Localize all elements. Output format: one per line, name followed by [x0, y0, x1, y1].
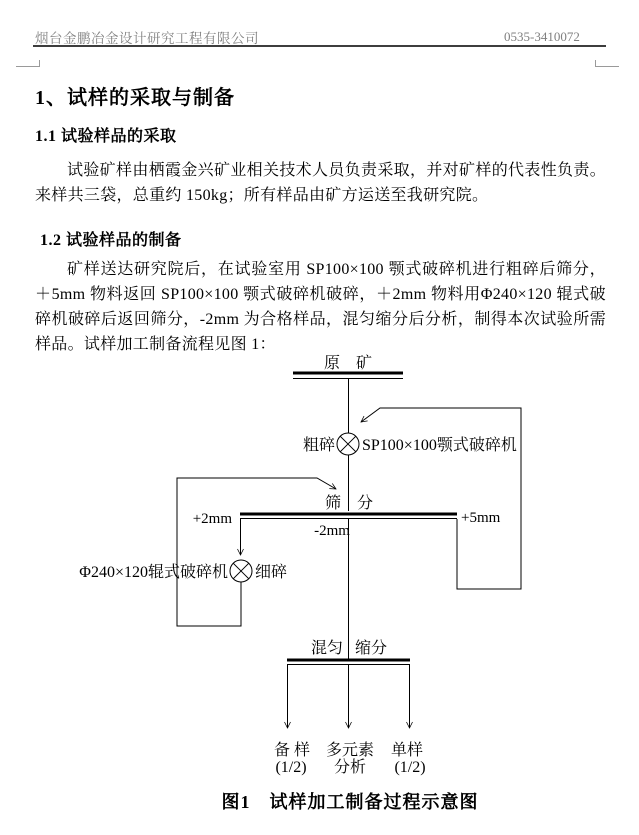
split-label: 缩分 [355, 640, 388, 657]
section-1-2-paragraph: 矿样送达研究院后，在试验室用 SP100×100 颚式破碎机进行粗碎后筛分，＋5mm 物料返回 SP100×100 颚式破碎机破碎，＋2mm 物料用Φ240×120 辊式破碎机破碎后返回筛分，-2mm 为合格样品，混匀缩分后分析，制得本次试验所需样品。试样加工制备流程见图 1： [35, 261, 606, 353]
section-1-1-paragraph: 试验矿样由栖霞金兴矿业相关技术人员负责采取，并对矿样的代表性负责。来样共三袋，总重约 150kg；所有样品由矿方运送至我研究院。 [35, 162, 606, 204]
header-company-name: 烟台金鹏冶金设计研究工程有限公司 [35, 31, 259, 46]
header-divider [33, 45, 606, 47]
oversize-2mm-label: +2mm [192, 511, 232, 527]
header-phone-number: 0535-3410072 [504, 29, 580, 44]
coarse-crush-label: 粗碎 [302, 437, 335, 454]
undersize-2mm-label: -2mm [314, 523, 350, 539]
figure-1-flowchart [0, 350, 639, 835]
output-multi-element-label: 多元素 [325, 742, 375, 759]
output-backup-sample-label: 备 样 [273, 742, 311, 759]
raw-ore-underline [293, 373, 403, 379]
fine-crush-label: 细碎 [255, 564, 288, 581]
mix-split-bar [287, 660, 410, 665]
right-margin-mark [595, 60, 619, 67]
coarse-crusher-symbol [337, 433, 359, 455]
mix-label: 混匀 [310, 640, 343, 657]
output-single-sample-fraction: (1/2) [394, 759, 426, 776]
fine-crusher-name: Φ240×120辊式破碎机 [79, 564, 228, 581]
fine-crusher-symbol [230, 560, 252, 582]
screen-line [240, 514, 457, 519]
figure-caption: 图1 试样加工制备过程示意图 [221, 792, 479, 812]
output-arrows [288, 665, 410, 728]
output-analysis-label: 分析 [333, 759, 367, 776]
oversize-5mm-label: +5mm [461, 510, 501, 526]
recycle-loop-plus5mm [361, 408, 521, 589]
section-1-title: 1、试样的采取与制备 [35, 87, 235, 109]
recycle-loop-fine-crusher [177, 478, 336, 626]
raw-ore-label: 原 矿 [323, 355, 373, 372]
coarse-crusher-name: SP100×100颚式破碎机 [362, 437, 517, 454]
screen-label: 筛 分 [324, 495, 374, 512]
output-backup-sample-fraction: (1/2) [275, 759, 307, 776]
section-1-2-title: 1.2 试验样品的制备 [40, 232, 182, 249]
output-single-sample-label: 单样 [390, 742, 424, 759]
left-margin-mark [16, 60, 40, 67]
section-1-1-title: 1.1 试验样品的采取 [35, 128, 177, 145]
